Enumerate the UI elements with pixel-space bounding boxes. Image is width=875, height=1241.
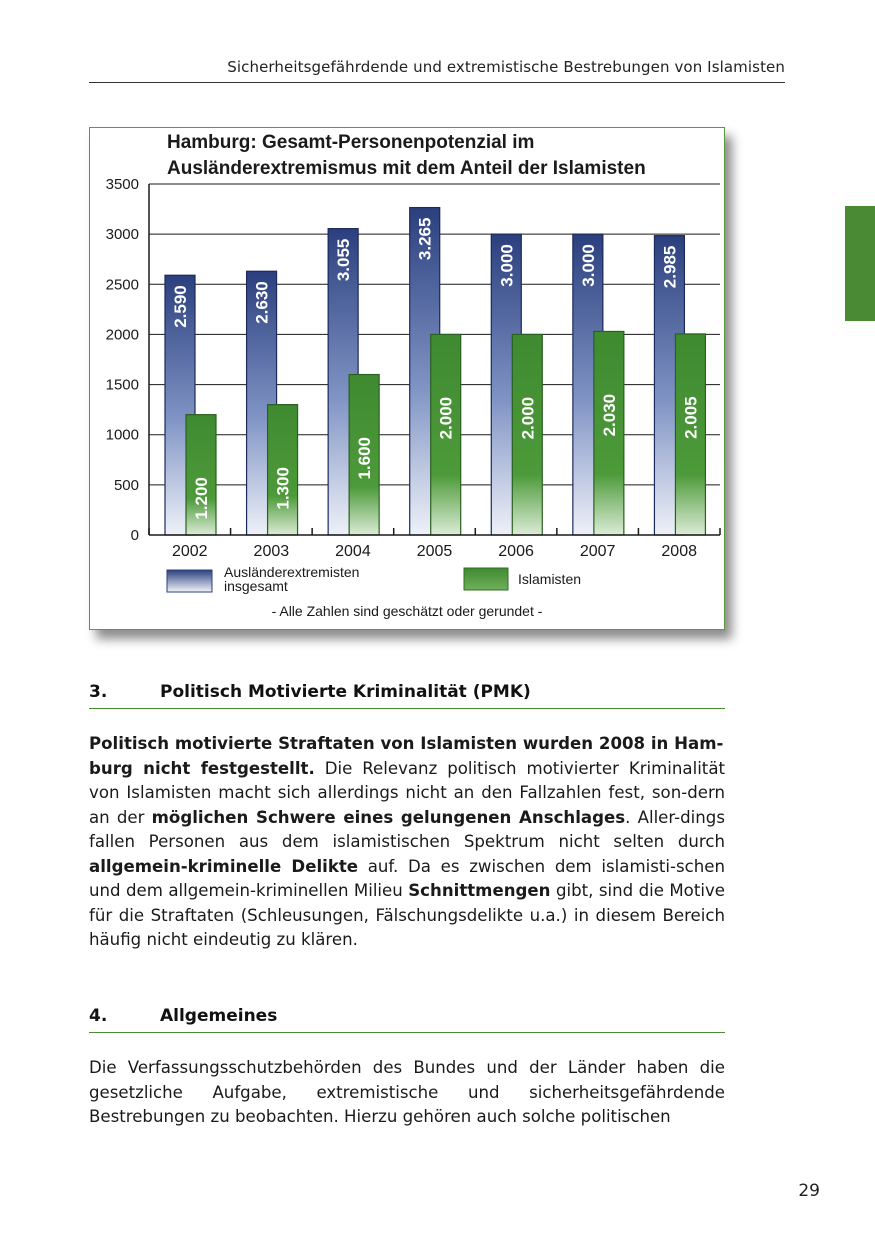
- chapter-tab-marker: [845, 206, 875, 321]
- y-tick-label: 3500: [105, 176, 139, 193]
- running-head: Sicherheitsgefährdende und extremistische Bestrebungen von Islamisten: [227, 58, 785, 76]
- header-rule: [89, 82, 785, 83]
- chart-title-line1: Hamburg: Gesamt-Personenpotenzial im: [167, 132, 535, 153]
- bar-chart: [90, 128, 724, 629]
- bar-islamists-label-2006: 2.000: [518, 396, 538, 440]
- para-bold-7: Schnittmengen: [408, 881, 551, 900]
- section-4-heading: [89, 1006, 725, 1033]
- para-text-2: Die Relevanz politisch motivierter Kriminalität von Islamisten macht sich allerdings nicht an den Fallzahlen fest, son-dern an der: [89, 758, 725, 827]
- chart-footnote: - Alle Zahlen sind geschätzt oder gerundet -: [271, 603, 543, 619]
- x-tick-label-2002: 2002: [171, 543, 208, 560]
- bar-total-label-2006: 3.000: [497, 244, 517, 287]
- legend-label-islamists: Islamisten: [518, 571, 582, 587]
- bar-islamists-label-2003: 1.300: [273, 467, 293, 510]
- para-text-4: . Aller-dings fallen Personen aus dem islamistischen Spektrum nicht selten durch: [89, 807, 725, 851]
- chart-figure: [89, 127, 725, 630]
- para-bold-1a: Politisch motivierte Straftaten von Islamisten wurden 2008 in Ham-: [89, 734, 724, 753]
- section-3-paragraph: [89, 732, 725, 953]
- y-tick-label: 2500: [105, 276, 139, 294]
- legend-label-total-line1: Ausländerextremisten: [224, 564, 360, 580]
- x-tick-label-2006: 2006: [498, 543, 534, 560]
- y-tick-label: 1000: [105, 426, 139, 444]
- section-3-title: Politisch Motivierte Kriminalität (PMK): [160, 682, 531, 702]
- section-3-number: 3.: [89, 682, 108, 702]
- legend-swatch-total: [167, 570, 212, 592]
- x-tick-label-2007: 2007: [579, 543, 616, 560]
- x-tick-label-2008: 2008: [661, 543, 698, 560]
- section-3-heading: [89, 682, 725, 709]
- bar-total-label-2002: 2.590: [171, 285, 190, 328]
- bar-islamists-label-2007: 2.030: [599, 393, 619, 437]
- y-tick-label: 1500: [105, 376, 139, 394]
- section-4-title: Allgemeines: [160, 1006, 278, 1026]
- x-tick-label-2003: 2003: [253, 543, 290, 560]
- legend-label-total-line2: insgesamt: [224, 578, 288, 594]
- section-4-number: 4.: [89, 1006, 108, 1026]
- bar-islamists-label-2002: 1.200: [192, 477, 211, 520]
- x-tick-label-2005: 2005: [416, 543, 453, 560]
- bar-total-label-2003: 2.630: [252, 281, 272, 324]
- bar-total-label-2007: 3.000: [578, 244, 598, 287]
- y-tick-label: 500: [113, 476, 139, 494]
- y-tick-label: 2000: [105, 326, 139, 344]
- y-tick-label: 3000: [105, 226, 139, 244]
- para-text-6: auf. Da es zwischen dem islamisti-schen und dem allgemein-kriminellen Milieu: [89, 856, 725, 900]
- bar-islamists-label-2008: 2.005: [681, 396, 701, 439]
- bar-total-label-2008: 2.985: [660, 245, 680, 289]
- bar-total-label-2004: 3.055: [334, 238, 354, 282]
- section-4-paragraph: Die Verfassungsschutzbehörden des Bundes und der Länder haben die gesetzliche Aufgabe, extremistische und sicherheitsgefährdende Bestrebungen zu beobachten. Hierzu gehören auch solche politischen: [89, 1058, 725, 1126]
- page-number: 29: [798, 1181, 820, 1201]
- para-bold-1b: burg nicht festgestellt.: [89, 758, 315, 778]
- para-bold-5: allgemein-kriminelle Delikte: [89, 856, 359, 876]
- para-text-8: gibt, sind die Motive für die Straftaten (Schleusungen, Fälschungsdelikte u.a.) in diesem Bereich häufig nicht eindeutig zu klären.: [89, 881, 725, 949]
- bar-total-label-2005: 3.265: [415, 217, 435, 261]
- para-bold-3: möglichen Schwere eines gelungenen Anschlages: [151, 807, 626, 827]
- legend-swatch-islamists: [464, 568, 508, 590]
- bar-islamists-label-2005: 2.000: [436, 396, 456, 440]
- chart-title-line2: Ausländerextremismus mit dem Anteil der Islamisten: [167, 158, 646, 179]
- x-tick-label-2004: 2004: [335, 543, 371, 560]
- y-tick-label: 0: [130, 527, 139, 544]
- bar-islamists-label-2004: 1.600: [355, 436, 375, 480]
